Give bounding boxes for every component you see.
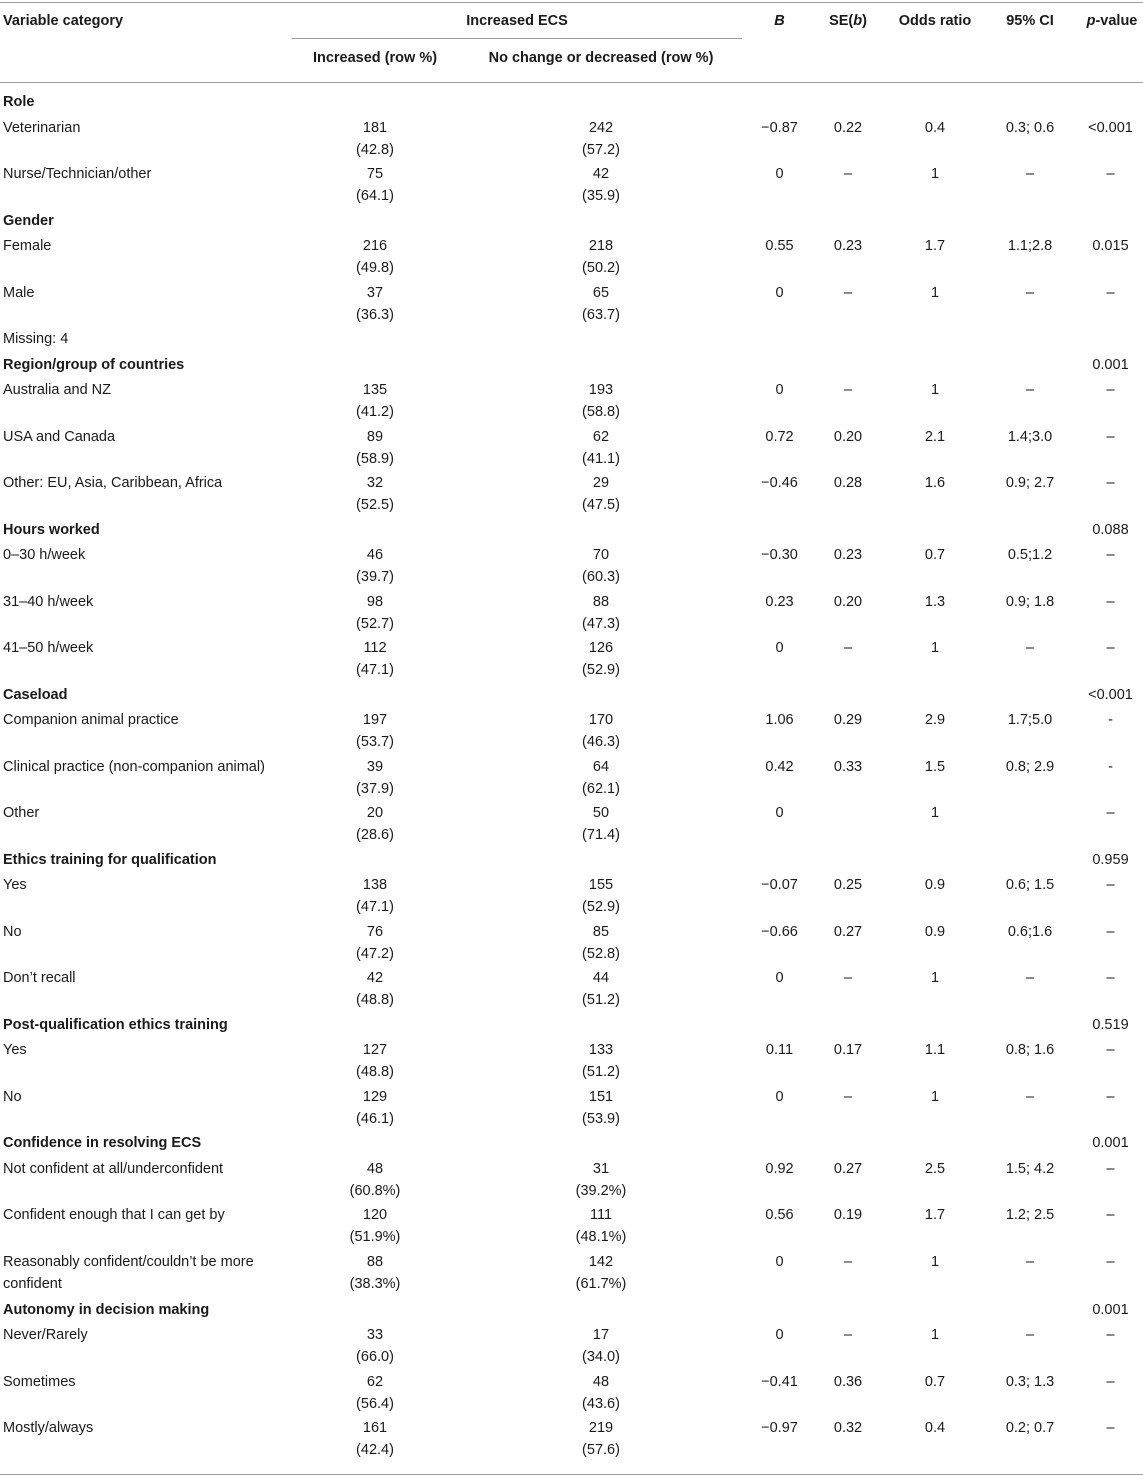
odds-ratio-value: 1 — [930, 166, 940, 182]
p-value: – — [1106, 1420, 1115, 1436]
row-label: 31–40 h/week — [3, 593, 94, 610]
increased-count: 89 — [366, 428, 384, 445]
se-value: 0.27 — [833, 923, 863, 940]
odds-ratio-value: 0.7 — [924, 547, 946, 563]
b-value: −0.41 — [761, 1373, 798, 1390]
increased-percent: (41.2) — [356, 404, 394, 420]
se-value: 0.33 — [833, 758, 863, 775]
ci-value: 0.2; 0.7 — [1005, 1420, 1055, 1436]
ci-value: 0.3; 1.3 — [1005, 1373, 1055, 1390]
b-value: 1.06 — [765, 712, 794, 728]
se-value: – — [843, 1253, 853, 1270]
row-label: Female — [3, 238, 52, 254]
no-change-count: 62 — [592, 428, 610, 445]
odds-ratio-value: 1 — [930, 1088, 940, 1105]
header-ci: 95% CI — [1006, 13, 1054, 29]
increased-count: 88 — [366, 1253, 384, 1270]
b-value: 0.42 — [765, 758, 794, 775]
header-se-b: b — [853, 13, 863, 29]
increased-count: 161 — [362, 1420, 388, 1436]
section-label: Hours worked — [3, 521, 100, 538]
increased-percent: (37.9) — [356, 780, 394, 797]
no-change-count: 17 — [592, 1327, 610, 1343]
header-se-prefix: SE( — [829, 13, 854, 29]
odds-ratio-value: 1 — [930, 805, 940, 821]
no-change-percent: (35.9) — [582, 188, 620, 204]
header-odds-ratio: Odds ratio — [898, 13, 972, 29]
increased-percent: (48.8) — [356, 992, 394, 1008]
odds-ratio-value: 2.1 — [924, 428, 946, 445]
odds-ratio-value: 0.9 — [924, 923, 946, 940]
increased-percent: (42.4) — [356, 1442, 394, 1458]
increased-percent: (49.8) — [356, 260, 394, 276]
increased-count: 37 — [366, 284, 384, 301]
se-value: – — [843, 1327, 853, 1343]
ci-value: 0.6;1.6 — [1007, 923, 1053, 940]
no-change-count: 142 — [588, 1253, 614, 1270]
increased-percent: (46.1) — [356, 1110, 394, 1127]
no-change-percent: (53.9) — [582, 1110, 620, 1127]
row-label: Clinical practice (non-companion animal) — [3, 758, 265, 775]
odds-ratio-value: 1 — [930, 1253, 940, 1270]
p-value: – — [1106, 805, 1115, 821]
section-p-value: <0.001 — [1088, 686, 1133, 703]
increased-percent: (58.9) — [356, 450, 394, 467]
increased-percent: (47.1) — [356, 899, 394, 915]
no-change-count: 85 — [592, 923, 610, 940]
odds-ratio-value: 1 — [930, 382, 940, 398]
row-label: Other: EU, Asia, Caribbean, Africa — [3, 475, 223, 491]
row-label: Nurse/Technician/other — [3, 166, 152, 182]
table-bottom-rule — [0, 1474, 1143, 1475]
se-value: – — [843, 1088, 853, 1105]
no-change-percent: (47.5) — [582, 497, 620, 513]
b-value: 0 — [775, 640, 784, 656]
row-label: No — [3, 1088, 22, 1105]
header-bottom-rule — [0, 82, 1143, 83]
row-label: No — [3, 923, 22, 940]
ci-value: – — [1025, 640, 1035, 656]
increased-count: 33 — [366, 1327, 384, 1343]
increased-count: 135 — [362, 382, 388, 398]
b-value: 0 — [775, 805, 784, 821]
increased-percent: (56.4) — [356, 1395, 394, 1412]
header-variable-category: Variable category — [3, 13, 124, 29]
header-p-value — [1080, 10, 1143, 32]
no-change-count: 88 — [592, 593, 610, 610]
se-value: 0.20 — [833, 428, 863, 445]
p-value: 0.015 — [1092, 238, 1129, 254]
no-change-count: 42 — [592, 166, 610, 182]
increased-count: 39 — [366, 758, 384, 775]
b-value: −0.97 — [761, 1420, 798, 1436]
se-value: 0.22 — [833, 119, 863, 136]
section-label: Gender — [3, 212, 54, 229]
no-change-percent: (34.0) — [582, 1349, 620, 1365]
row-label: Australia and NZ — [3, 382, 111, 398]
p-value: – — [1106, 923, 1115, 940]
se-value: – — [843, 970, 853, 986]
b-value: 0 — [775, 166, 784, 182]
increased-count: 98 — [366, 593, 384, 610]
p-value: – — [1106, 1042, 1115, 1058]
p-value: – — [1106, 166, 1115, 182]
no-change-percent: (61.7%) — [575, 1275, 627, 1292]
odds-ratio-value: 1.3 — [924, 593, 946, 610]
header-se-suffix: ) — [862, 13, 867, 29]
increased-percent: (66.0) — [356, 1349, 394, 1365]
se-value: 0.25 — [833, 877, 863, 893]
increased-percent: (38.3%) — [349, 1275, 401, 1292]
ci-value: 1.1;2.8 — [1007, 238, 1053, 254]
odds-ratio-value: 1 — [930, 284, 940, 301]
increased-count: 216 — [362, 238, 388, 254]
b-value: 0 — [775, 1088, 784, 1105]
b-value: 0.56 — [765, 1207, 794, 1223]
p-value: – — [1106, 1207, 1115, 1223]
increased-percent: (28.6) — [356, 827, 394, 843]
increased-percent: (47.1) — [356, 662, 394, 678]
section-label: Role — [3, 94, 35, 110]
increased-count: 112 — [363, 640, 387, 656]
increased-percent: (47.2) — [356, 945, 394, 962]
se-value: – — [843, 284, 853, 301]
row-label: Yes — [3, 1042, 27, 1058]
se-value: 0.28 — [833, 475, 863, 491]
increased-percent: (52.7) — [356, 615, 394, 632]
section-label: Autonomy in decision making — [3, 1301, 210, 1318]
b-value: 0.92 — [765, 1160, 794, 1177]
no-change-percent: (51.2) — [582, 1064, 620, 1080]
row-label: Reasonably confident/couldn’t be more confident — [3, 1253, 254, 1292]
p-value: – — [1106, 877, 1115, 893]
p-value: – — [1106, 593, 1115, 610]
b-value: 0 — [775, 970, 784, 986]
ci-value: 1.4;3.0 — [1007, 428, 1053, 445]
p-value: – — [1106, 547, 1115, 563]
row-label: USA and Canada — [3, 428, 116, 445]
no-change-count: 170 — [588, 712, 614, 728]
no-change-count: 44 — [592, 970, 610, 986]
p-value: – — [1106, 1088, 1115, 1105]
header-b: B — [774, 13, 785, 29]
ci-value: – — [1025, 970, 1035, 986]
header-no-change: No change or decreased (row %) — [488, 50, 714, 66]
se-value: 0.29 — [833, 712, 863, 728]
b-value: −0.66 — [761, 923, 798, 940]
section-p-value: 0.959 — [1092, 851, 1129, 868]
no-change-percent: (41.1) — [582, 450, 620, 467]
increased-count: 32 — [366, 475, 384, 491]
odds-ratio-value: 1.1 — [924, 1042, 946, 1058]
missing-note: Missing: 4 — [3, 331, 69, 347]
odds-ratio-value: 0.4 — [924, 1420, 946, 1436]
row-label: Veterinarian — [3, 119, 81, 136]
odds-ratio-value: 1.7 — [924, 1207, 946, 1223]
ci-value: 0.8; 2.9 — [1005, 758, 1055, 775]
increased-percent: (36.3) — [356, 306, 394, 323]
section-label: Region/group of countries — [3, 356, 185, 373]
b-value: −0.30 — [761, 547, 798, 563]
row-label: Yes — [3, 877, 27, 893]
p-value: – — [1106, 1253, 1115, 1270]
row-label: 0–30 h/week — [3, 547, 86, 563]
row-label: Mostly/always — [3, 1420, 94, 1436]
no-change-count: 29 — [592, 475, 610, 491]
b-value: 0 — [775, 284, 784, 301]
header-p-suffix: -value — [1095, 13, 1138, 29]
se-value: – — [843, 166, 853, 182]
section-p-value: 0.001 — [1092, 1301, 1129, 1318]
increased-count: 129 — [362, 1088, 388, 1105]
ci-value: 1.2; 2.5 — [1005, 1207, 1055, 1223]
no-change-percent: (43.6) — [582, 1395, 620, 1412]
ci-value: – — [1025, 1327, 1035, 1343]
p-value: – — [1106, 640, 1115, 656]
increased-count: 62 — [366, 1373, 384, 1390]
no-change-count: 242 — [588, 119, 614, 136]
odds-ratio-value: 1 — [930, 640, 940, 656]
row-label: Never/Rarely — [3, 1327, 88, 1343]
increased-count: 42 — [366, 970, 384, 986]
row-label: 41–50 h/week — [3, 640, 94, 656]
increased-count: 20 — [366, 805, 384, 821]
row-label: Male — [3, 284, 35, 301]
se-value: 0.23 — [833, 547, 863, 563]
no-change-percent: (71.4) — [582, 827, 620, 843]
p-value: – — [1106, 382, 1115, 398]
ci-value: 1.5; 4.2 — [1005, 1160, 1055, 1177]
row-label: Confident enough that I can get by — [3, 1207, 225, 1223]
no-change-count: 31 — [592, 1160, 610, 1177]
section-label: Post-qualification ethics training — [3, 1016, 228, 1033]
increased-count: 46 — [366, 547, 384, 563]
no-change-percent: (50.2) — [582, 260, 620, 276]
no-change-count: 48 — [592, 1373, 610, 1390]
no-change-count: 50 — [592, 805, 610, 821]
increased-percent: (39.7) — [356, 569, 394, 585]
section-p-value: 0.519 — [1092, 1016, 1129, 1033]
p-value: <0.001 — [1088, 119, 1133, 136]
increased-count: 127 — [362, 1042, 388, 1058]
ci-value: – — [1025, 1253, 1035, 1270]
p-value: – — [1106, 475, 1115, 491]
no-change-count: 193 — [588, 382, 614, 398]
increased-count: 75 — [366, 166, 384, 182]
p-value: - — [1108, 758, 1113, 775]
se-value: 0.23 — [833, 238, 863, 254]
no-change-percent: (60.3) — [582, 569, 620, 585]
b-value: 0 — [775, 1253, 784, 1270]
section-label: Confidence in resolving ECS — [3, 1135, 202, 1151]
ci-value: 0.9; 2.7 — [1005, 475, 1055, 491]
se-value: 0.17 — [833, 1042, 863, 1058]
increased-count: 181 — [362, 119, 388, 136]
odds-ratio-value: 1.5 — [924, 758, 946, 775]
odds-ratio-value: 1 — [930, 970, 940, 986]
increased-percent: (60.8%) — [349, 1182, 401, 1199]
header-increased-ecs: Increased ECS — [466, 13, 568, 29]
odds-ratio-value: 0.9 — [924, 877, 946, 893]
ci-value: – — [1025, 284, 1035, 301]
row-label: Don’t recall — [3, 970, 76, 986]
ci-value: 0.6; 1.5 — [1005, 877, 1055, 893]
p-value: - — [1108, 712, 1113, 728]
row-label: Sometimes — [3, 1373, 76, 1390]
increased-count: 197 — [362, 712, 388, 728]
no-change-count: 126 — [588, 640, 614, 656]
odds-ratio-value: 0.4 — [924, 119, 946, 136]
no-change-percent: (52.9) — [582, 899, 620, 915]
increased-count: 76 — [366, 923, 384, 940]
no-change-percent: (48.1%) — [575, 1229, 627, 1245]
section-label: Ethics training for qualification — [3, 851, 217, 868]
ci-value: – — [1025, 382, 1035, 398]
p-value: – — [1106, 1373, 1115, 1390]
ci-value: – — [1025, 1088, 1035, 1105]
se-value: 0.19 — [833, 1207, 863, 1223]
no-change-percent: (62.1) — [582, 780, 620, 797]
ci-value: 0.8; 1.6 — [1005, 1042, 1055, 1058]
no-change-percent: (63.7) — [582, 306, 620, 323]
b-value: −0.87 — [761, 119, 798, 136]
p-value: – — [1106, 1160, 1115, 1177]
ci-value: – — [1025, 166, 1035, 182]
no-change-percent: (57.2) — [582, 141, 620, 158]
increased-count: 138 — [362, 877, 388, 893]
increased-count: 48 — [366, 1160, 384, 1177]
b-value: −0.07 — [761, 877, 798, 893]
row-label: Companion animal practice — [3, 712, 179, 728]
b-value: 0.55 — [765, 238, 794, 254]
no-change-percent: (52.8) — [582, 945, 620, 962]
increased-percent: (48.8) — [356, 1064, 394, 1080]
b-value: 0 — [775, 1327, 784, 1343]
no-change-count: 111 — [589, 1207, 613, 1223]
b-value: 0.72 — [765, 428, 794, 445]
odds-ratio-value: 0.7 — [924, 1373, 946, 1390]
no-change-count: 219 — [588, 1420, 614, 1436]
section-label: Caseload — [3, 686, 68, 703]
p-value: – — [1106, 428, 1115, 445]
p-value: – — [1106, 284, 1115, 301]
section-p-value: 0.001 — [1092, 356, 1129, 373]
no-change-count: 64 — [592, 758, 610, 775]
no-change-percent: (47.3) — [582, 615, 620, 632]
increased-percent: (64.1) — [356, 188, 394, 204]
increased-percent: (42.8) — [356, 141, 394, 158]
row-label: Not confident at all/underconfident — [3, 1160, 224, 1177]
header-se — [813, 10, 883, 32]
odds-ratio-value: 1.6 — [924, 475, 946, 491]
no-change-count: 218 — [588, 238, 614, 254]
header-group-rule — [292, 38, 742, 39]
increased-percent: (53.7) — [356, 734, 394, 750]
b-value: 0 — [775, 382, 784, 398]
b-value: 0.23 — [765, 593, 794, 610]
no-change-count: 133 — [588, 1042, 614, 1058]
no-change-count: 65 — [592, 284, 610, 301]
p-value: – — [1106, 1327, 1115, 1343]
odds-ratio-value: 1 — [930, 1327, 940, 1343]
no-change-count: 70 — [592, 547, 610, 563]
se-value: 0.32 — [833, 1420, 863, 1436]
se-value: 0.20 — [833, 593, 863, 610]
no-change-count: 155 — [588, 877, 614, 893]
no-change-percent: (52.9) — [582, 662, 620, 678]
b-value: 0.11 — [765, 1042, 794, 1058]
se-value: 0.27 — [833, 1160, 863, 1177]
odds-ratio-value: 2.5 — [924, 1160, 946, 1177]
increased-count: 120 — [362, 1207, 388, 1223]
ci-value: 1.7;5.0 — [1007, 712, 1053, 728]
p-value: – — [1106, 970, 1115, 986]
no-change-percent: (57.6) — [582, 1442, 620, 1458]
header-increased: Increased (row %) — [312, 50, 438, 66]
increased-percent: (51.9%) — [349, 1229, 401, 1245]
odds-ratio-value: 2.9 — [924, 712, 946, 728]
section-p-value: 0.088 — [1092, 521, 1129, 538]
header-p-italic: p — [1086, 13, 1096, 29]
no-change-percent: (46.3) — [582, 734, 620, 750]
row-label: Other — [3, 805, 40, 821]
section-p-value: 0.001 — [1092, 1135, 1129, 1151]
se-value: 0.36 — [833, 1373, 863, 1390]
ci-value: 0.9; 1.8 — [1005, 593, 1055, 610]
odds-ratio-value: 1.7 — [924, 238, 946, 254]
ci-value: 0.3; 0.6 — [1005, 119, 1055, 136]
no-change-percent: (58.8) — [582, 404, 620, 420]
no-change-count: 151 — [588, 1088, 614, 1105]
ci-value: 0.5;1.2 — [1007, 547, 1053, 563]
table-top-rule — [0, 2, 1143, 3]
no-change-percent: (51.2) — [582, 992, 620, 1008]
se-value: – — [843, 382, 853, 398]
se-value: – — [843, 640, 853, 656]
no-change-percent: (39.2%) — [575, 1182, 627, 1199]
increased-percent: (52.5) — [356, 497, 394, 513]
b-value: −0.46 — [761, 475, 798, 491]
